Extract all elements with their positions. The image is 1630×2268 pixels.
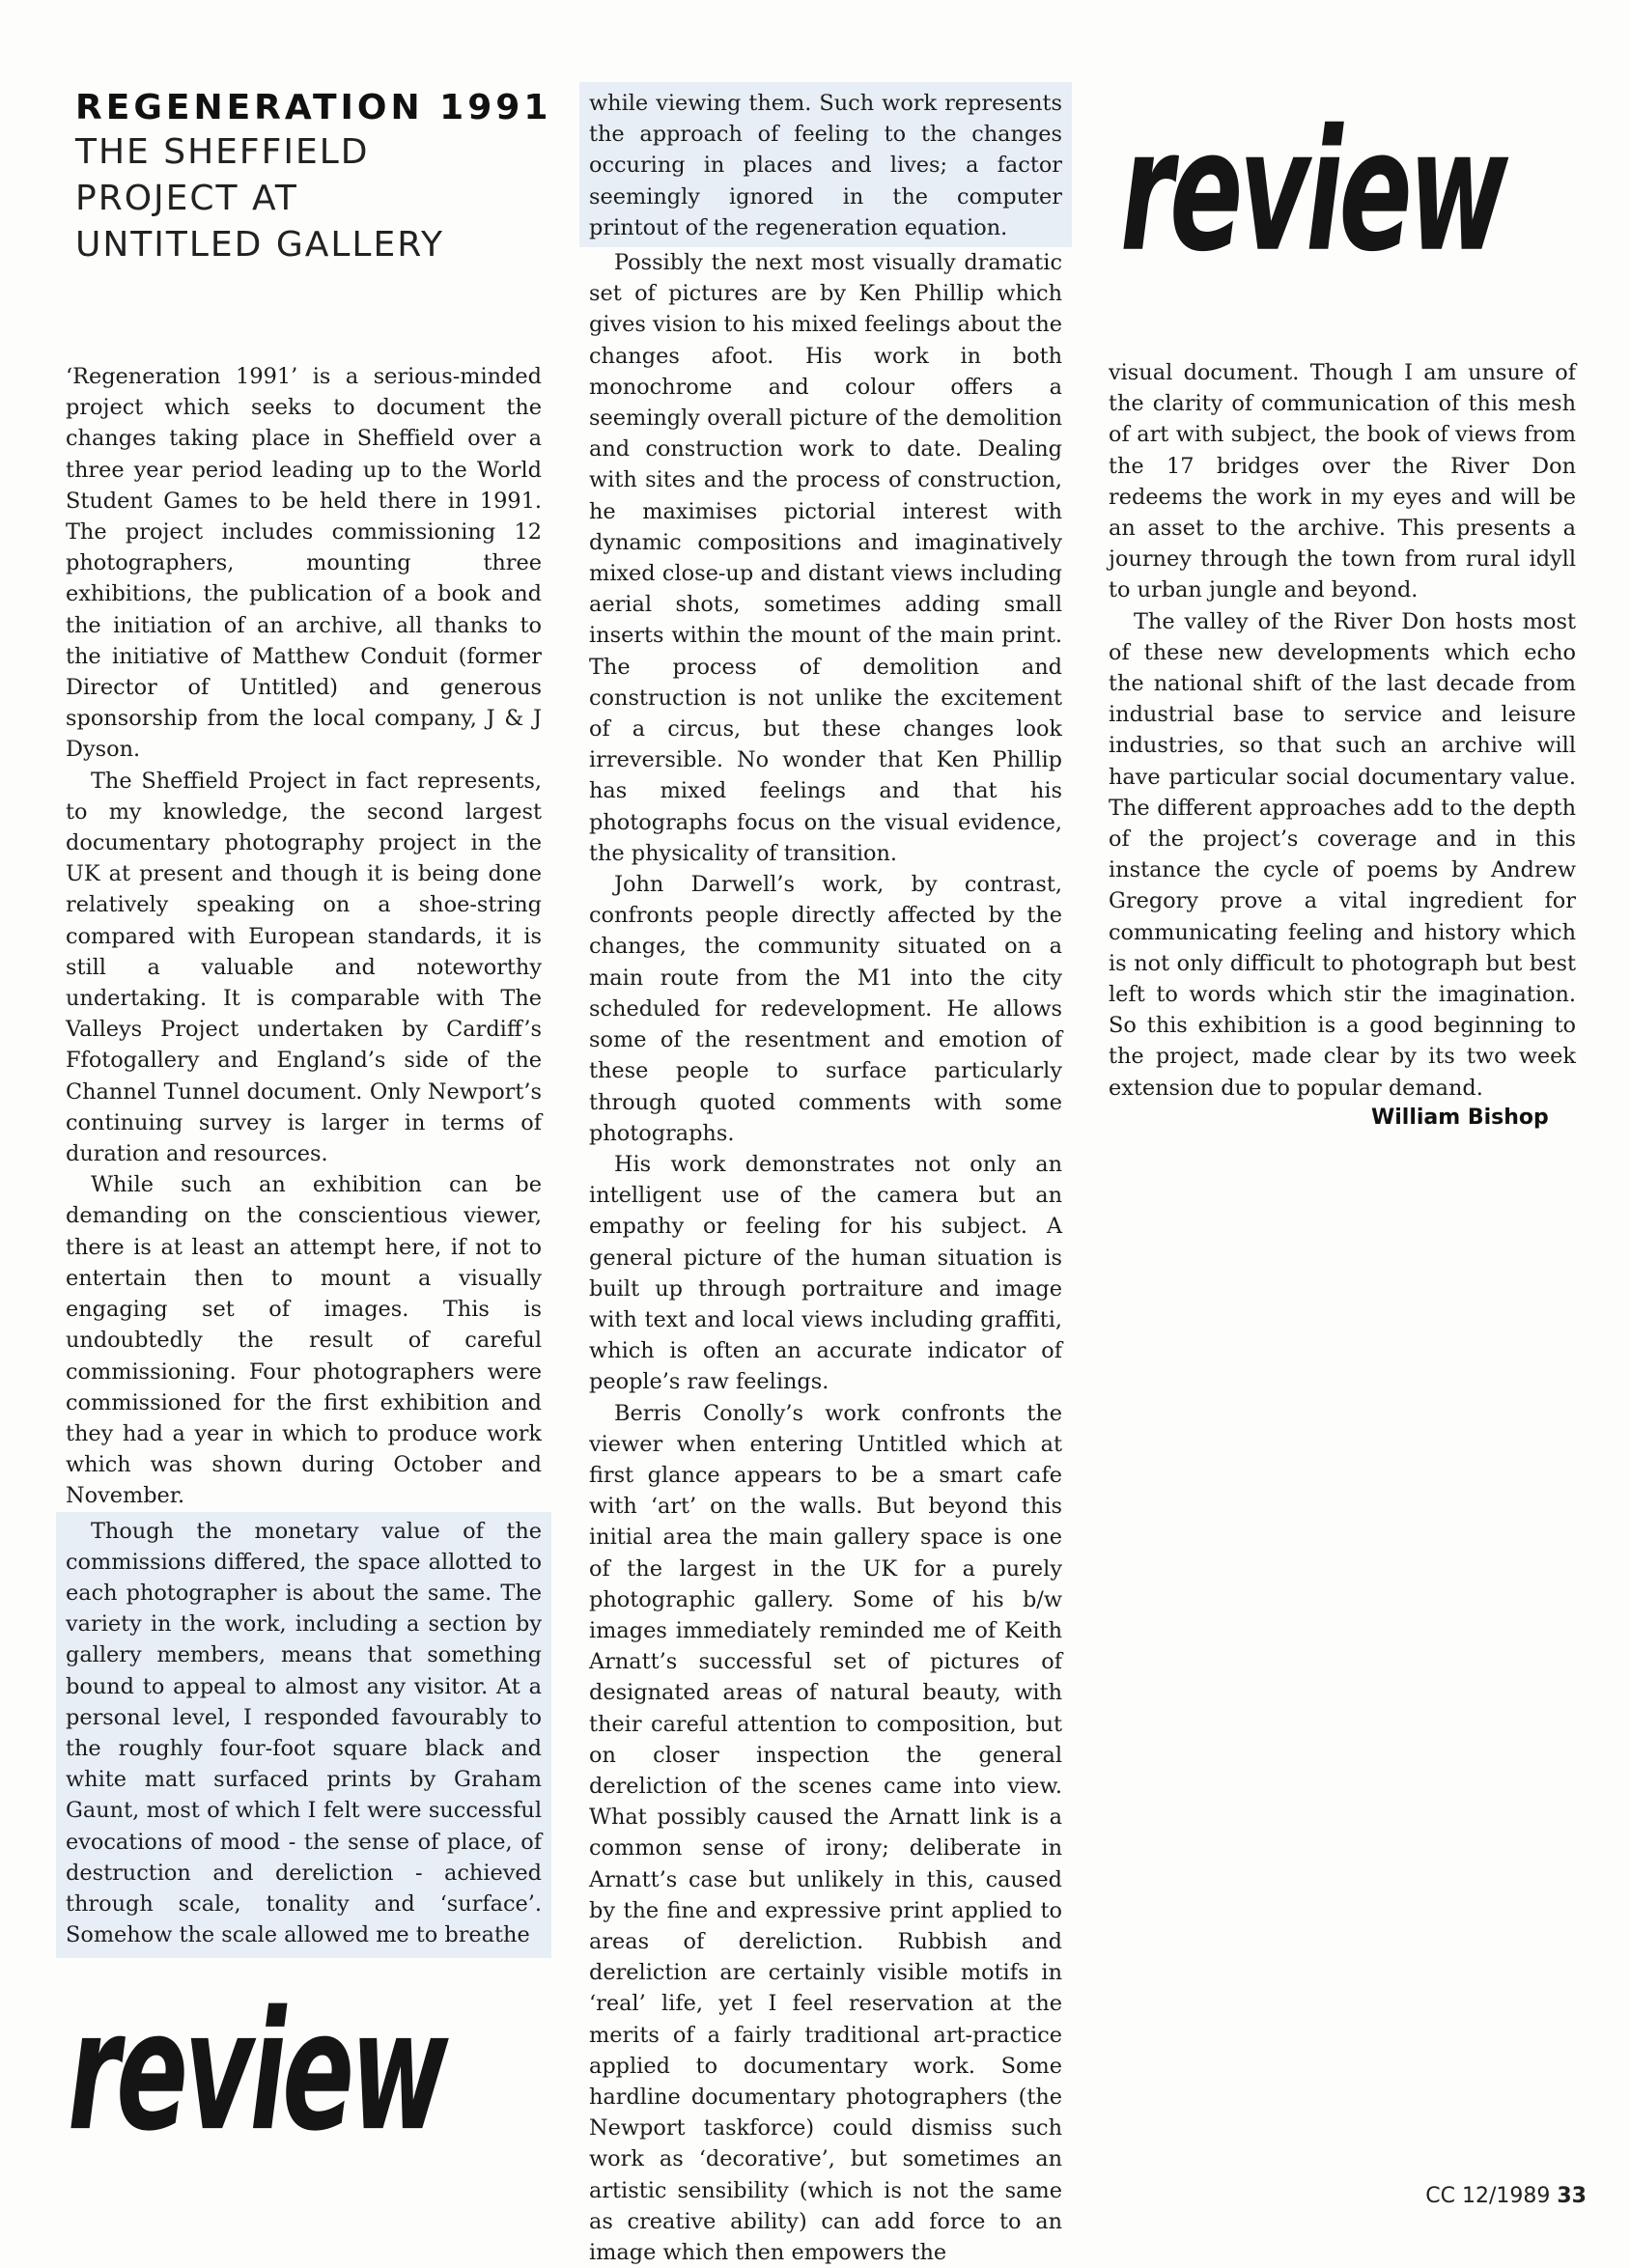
highlighted-passage — [56, 1512, 551, 1959]
paragraph: visual document. Though I am unsure of the clarity of communication of this mesh of art with subject, the book of views from the 17 bridges over the River Don redeems the work in my eyes and will be an asset to the archive. This presents a journey through the town from rural idyll to urban jungle and beyond. — [1109, 360, 1576, 603]
issue-label: CC 12/1989 — [1425, 2184, 1558, 2208]
headline-title: REGENERATION 1991 — [75, 88, 552, 127]
headline-subtitle-line-3: UNTITLED GALLERY — [75, 225, 444, 265]
article-headline — [75, 87, 558, 268]
paragraph: John Darwell’s work, by contrast, confronts people directly affected by the changes, the community situated on a main route from the M1 into the city scheduled for redevelopment. He allows some of the resentment and emotion of these people to surface particularly through quoted comments with some photographs. — [589, 872, 1062, 1146]
article-column-3 — [1109, 357, 1576, 1104]
article-column-2 — [589, 88, 1062, 2268]
paragraph: ‘Regeneration 1991’ is a serious-minded project which seeks to document the changes taking place in Sheffield over a three year period leading up to the World Student Games to be held there in 1991. The project includes commissioning 12 photographers, mounting three exhibitions, the publication of a book and the initiation of an archive, all thanks to the initiative of Matthew Conduit (former Director of Untitled) and generous sponsorship from the local company, J & J Dyson. — [66, 364, 542, 763]
paragraph: The Sheffield Project in fact represents, to my knowledge, the second largest documentary photography project in the UK at present and though it is being done relatively speaking on a shoe-string compared with European standards, it is still a valuable and noteworthy undertaking. It is comparable with The Valleys Project undertaken by Cardiff’s Ffotogallery and England’s side of the Channel Tunnel document. Only Newport’s continuing survey is larger in terms of duration and resources. — [66, 768, 542, 1167]
review-logo-bottom: review — [68, 1975, 445, 2168]
page-footer — [1425, 2184, 1587, 2208]
paragraph: Possibly the next most visually dramatic set of pictures are by Ken Phillip which gives vision to his mixed feelings about the changes afoot. His work in both monochrome and colour offers a seemingly overall picture of the demolition and construction work to date. Dealing with sites and the process of construction, he maximises pictorial interest with dynamic compositions and imaginatively mixed close-up and distant views including aerial shots, sometimes adding small inserts within the mount of the main print. The process of demolition and construction is not unlike the excitement of a circus, but these changes look irreversible. No wonder that Ken Phillip has mixed feelings and that his photographs focus on the visual evidence, the physicality of transition. — [589, 250, 1062, 866]
paragraph: while viewing them. Such work represents the approach of feeling to the changes occuring in places and lives; a factor seemingly ignored in the computer printout of the regeneration equation. — [589, 91, 1062, 240]
review-logo-top: review — [1120, 95, 1505, 290]
article-column-1 — [66, 361, 542, 1958]
highlighted-passage — [579, 82, 1072, 247]
paragraph: Berris Conolly’s work confronts the viewer when entering Untitled which at first glance appears to be a smart cafe with ‘art’ on the walls. But beyond this initial area the main gallery space is one of the largest in the UK for a purely photographic gallery. Some of his b/w images immediately reminded me of Keith Arnatt’s successful set of pictures of designated areas of natural beauty, with their careful attention to composition, but on closer inspection the general dereliction of the scenes came into view. What possibly caused the Arnatt link is a common sense of irony; deliberate in Arnatt’s case but unlikely in this, caused by the fine and expressive print applied to areas of dereliction. Rubbish and dereliction are certainly visible motifs in ‘real’ life, yet I feel reservation at the merits of a fairly traditional art-practice applied to documentary work. Some hardline documentary photographers (the Newport taskforce) could dismiss such work as ‘decorative’, but sometimes an artistic sensibility (which is not the same as creative ability) can add force to an image which then empowers the — [589, 1400, 1062, 2266]
page-number: 33 — [1557, 2184, 1587, 2208]
paragraph: His work demonstrates not only an intelligent use of the camera but an empathy or feeling for his subject. A general picture of the human situation is built up through portraiture and image with text and local views including graffiti, which is often an accurate indicator of people’s raw feelings. — [589, 1151, 1062, 1395]
author-byline: William Bishop — [1371, 1106, 1549, 1130]
paragraph: The valley of the River Don hosts most of these new developments which echo the national shift of the last decade from industrial base to service and leisure industries, so that such an archive will have particular social documentary value. The different approaches add to the depth of the project’s coverage and in this instance the cycle of poems by Andrew Gregory prove a vital ingredient for communicating feeling and history which is not only difficult to photograph but best left to words which stir the imagination. So this exhibition is a good beginning to the project, made clear by its two week extension due to popular demand. — [1109, 608, 1576, 1101]
headline-subtitle-line-1: THE SHEFFIELD — [75, 132, 370, 172]
paragraph: Though the monetary value of the commissions differed, the space allotted to each photographer is about the same. The variety in the work, including a section by gallery members, means that something bound to appeal to almost any visitor. At a personal level, I responded favourably to the roughly four-foot square black and white matt surfaced prints by Graham Gaunt, most of which I felt were successful evocations of mood - the sense of place, of destruction and dereliction - achieved through scale, tonality and ‘surface’. Somehow the scale allowed me to breathe — [66, 1518, 542, 1948]
paragraph: While such an exhibition can be demanding on the conscientious viewer, there is at least an attempt here, if not to entertain then to mount a visually engaging set of images. This is undoubtedly the result of careful commissioning. Four photographers were commissioned for the first exhibition and they had a year in which to produce work which was shown during October and November. — [66, 1172, 542, 1509]
headline-subtitle-line-2: PROJECT AT — [75, 179, 298, 218]
